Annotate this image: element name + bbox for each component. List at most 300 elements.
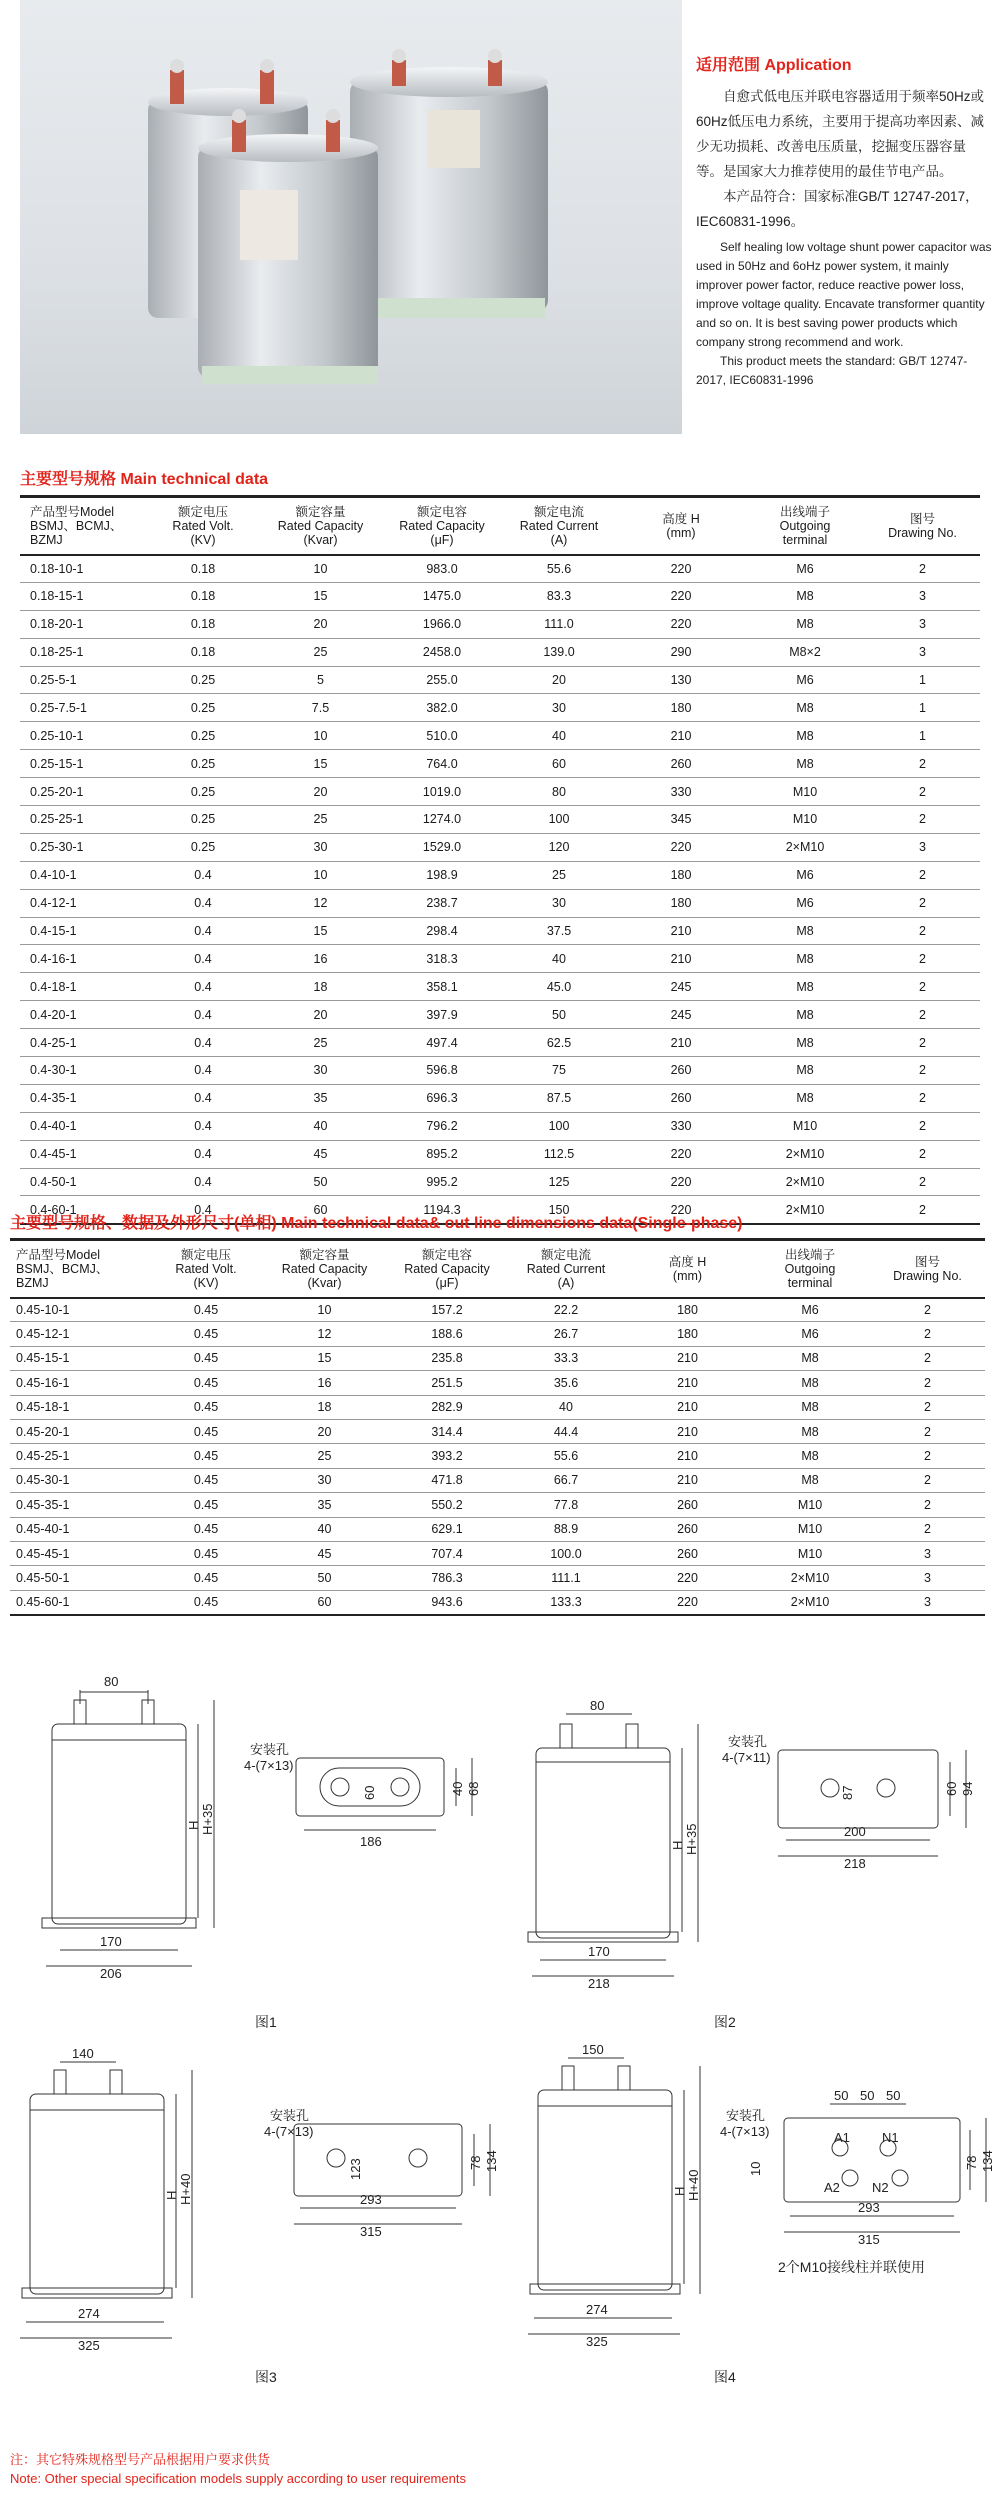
drawing-fig2	[528, 1698, 975, 2030]
column-header	[148, 497, 258, 555]
fig4-hole-label: 安装孔	[726, 2108, 766, 2123]
column-header	[745, 497, 865, 555]
table-row	[20, 973, 980, 1001]
table-cell: 2	[870, 1322, 985, 1346]
table-cell: 497.4	[383, 1029, 501, 1057]
fig4-dim-315: 315	[858, 2232, 880, 2247]
column-header	[501, 497, 617, 555]
table-row	[20, 722, 980, 750]
table-cell: 0.4	[148, 917, 258, 945]
column-header-line: 额定电容	[416, 504, 467, 519]
table-row	[10, 1346, 985, 1370]
column-header-line: 额定容量	[299, 1247, 350, 1262]
product-photo	[20, 0, 682, 434]
table-cell: 471.8	[387, 1468, 507, 1492]
table-cell: 358.1	[383, 973, 501, 1001]
column-header	[625, 1240, 750, 1298]
table-cell: 210	[617, 917, 745, 945]
table-cell: 0.45	[150, 1419, 262, 1443]
column-header	[507, 1240, 625, 1298]
fig1-dim-h35: H+35	[200, 1803, 215, 1835]
table-row	[10, 1444, 985, 1468]
column-header-line: (KV)	[190, 532, 216, 547]
table-cell: 0.45-30-1	[10, 1468, 150, 1492]
column-header-line: terminal	[782, 532, 828, 547]
table-cell: 251.5	[387, 1371, 507, 1395]
table-cell: 66.7	[507, 1468, 625, 1492]
table-cell: 15	[258, 750, 383, 778]
fig2-dim-87: 87	[840, 1785, 855, 1800]
table-cell: 5	[258, 666, 383, 694]
table-cell: 0.4-30-1	[20, 1057, 148, 1085]
column-header-line: Rated Capacity	[399, 518, 485, 533]
table-cell: 40	[507, 1395, 625, 1419]
fig4-terminal-n1: N1	[882, 2130, 899, 2145]
table-cell: 0.25-15-1	[20, 750, 148, 778]
table-cell: 26.7	[507, 1322, 625, 1346]
table-cell: 35.6	[507, 1371, 625, 1395]
table-cell: 0.45-60-1	[16, 1595, 70, 1610]
table-cell: 3	[865, 638, 980, 666]
fig4-terminal-a1: A1	[834, 2130, 850, 2145]
table-cell: 0.45-10-1	[10, 1298, 150, 1322]
fig1-caption: 图1	[255, 2014, 277, 2030]
table-cell: M6	[750, 1298, 870, 1322]
table-cell: 125	[501, 1168, 617, 1196]
table-cell: 0.45	[150, 1395, 262, 1419]
table-cell: 0.4-12-1	[20, 889, 148, 917]
fig2-caption: 图2	[714, 2014, 736, 2030]
application-en-para2: This product meets the standard: GB/T 12747-2017, IEC60831-1996	[696, 354, 968, 387]
column-header-line: 产品型号Model	[16, 1247, 101, 1262]
fig2-dim-170: 170	[588, 1944, 610, 1959]
table-row	[10, 1371, 985, 1395]
column-header-line: 高度 H	[668, 1254, 707, 1269]
column-header	[150, 1240, 262, 1298]
table-cell: 25	[501, 861, 617, 889]
table-cell: 180	[617, 694, 745, 722]
column-header-line: (mm)	[666, 525, 696, 540]
table-cell: 2	[865, 917, 980, 945]
table-cell: 157.2	[387, 1298, 507, 1322]
column-header-line: 额定容量	[295, 504, 346, 519]
fig1-dim-186: 186	[360, 1834, 382, 1849]
fig2-hole-label: 安装孔	[728, 1734, 768, 1749]
table-cell: 0.4-25-1	[20, 1029, 148, 1057]
table-cell: M6	[745, 889, 865, 917]
table-cell: 0.25	[148, 722, 258, 750]
column-header	[20, 497, 148, 555]
table-cell: 210	[625, 1468, 750, 1492]
table-row	[20, 694, 980, 722]
column-header-line: Outgoing	[779, 518, 831, 533]
table-cell: M6	[745, 555, 865, 583]
drawing-fig1	[42, 1674, 481, 2030]
table-cell: 2	[865, 1168, 980, 1196]
table-cell: 1194.3	[423, 1202, 461, 1217]
table-row	[20, 861, 980, 889]
fig2-dim-h: H	[670, 1840, 685, 1850]
fig1-dim-170: 170	[100, 1934, 122, 1949]
table-cell: 0.4-15-1	[20, 917, 148, 945]
column-header-line: 高度 H	[662, 511, 700, 526]
table-cell: M6	[750, 1322, 870, 1346]
fig4-dim-325: 325	[586, 2334, 608, 2349]
fig1-dim-h: H	[186, 1820, 201, 1830]
table-cell: 0.25	[148, 833, 258, 861]
table-cell: 245	[617, 1001, 745, 1029]
column-header-line: Drawing No.	[893, 1268, 962, 1283]
fig4-dim-50a: 50	[834, 2088, 849, 2103]
fig3-dim-315: 315	[360, 2224, 382, 2239]
table-cell: 15	[258, 917, 383, 945]
table-cell: 260	[617, 1057, 745, 1085]
table-cell: 2	[865, 1001, 980, 1029]
table-cell: 75	[501, 1057, 617, 1085]
table-cell: 0.45-40-1	[10, 1517, 150, 1541]
table-cell: 2	[870, 1493, 985, 1517]
application-zh-text	[696, 84, 986, 234]
table-cell: 2	[865, 861, 980, 889]
table-cell: 0.4	[148, 861, 258, 889]
table-cell: 139.0	[501, 638, 617, 666]
table-cell: 796.2	[383, 1112, 501, 1140]
table-cell: 25	[262, 1444, 387, 1468]
table-cell: 35	[258, 1084, 383, 1112]
table-cell: 245	[617, 973, 745, 1001]
table-cell: 210	[617, 945, 745, 973]
fig2-hole-size: 4-(7×11)	[722, 1750, 771, 1765]
table-cell: M10	[750, 1517, 870, 1541]
table-cell: 220	[677, 1595, 698, 1610]
table-cell: 0.45-18-1	[10, 1395, 150, 1419]
table-cell: 20	[258, 1001, 383, 1029]
table-cell: 510.0	[383, 722, 501, 750]
table-cell: M8	[745, 750, 865, 778]
table-cell: M8	[745, 1001, 865, 1029]
table-cell: 0.45-15-1	[10, 1346, 150, 1370]
table-cell: 629.1	[387, 1517, 507, 1541]
fig4-dim-50b: 50	[860, 2088, 875, 2103]
fig1-dim-206: 206	[100, 1966, 122, 1981]
table-cell: 0.4-50-1	[20, 1168, 148, 1196]
table-cell: 10	[258, 555, 383, 583]
table-row	[20, 917, 980, 945]
table-cell: 2	[870, 1419, 985, 1443]
column-header-line: Rated Capacity	[277, 518, 364, 533]
table-cell: M10	[750, 1493, 870, 1517]
fig3-hole-size: 4-(7×13)	[264, 2124, 314, 2139]
table-cell: 550.2	[387, 1493, 507, 1517]
table-cell: 2×M10	[785, 1202, 825, 1217]
column-header-line: 产品型号Model	[30, 504, 115, 519]
table-cell: 88.9	[507, 1517, 625, 1541]
table-cell: 7.5	[258, 694, 383, 722]
table-cell: 180	[625, 1298, 750, 1322]
table-cell: 0.25-25-1	[20, 806, 148, 834]
table-cell: M8	[745, 694, 865, 722]
table-row	[20, 638, 980, 666]
table-cell: 30	[258, 833, 383, 861]
table-cell: 0.4-60-1	[30, 1202, 77, 1217]
outline-drawings	[0, 1650, 1000, 2430]
table-cell: 1019.0	[383, 778, 501, 806]
table-cell: 0.25	[148, 694, 258, 722]
table-cell: 220	[670, 1202, 692, 1217]
table-row	[10, 1590, 985, 1614]
table-cell: 0.25	[148, 666, 258, 694]
column-header-line: (A)	[557, 1275, 575, 1290]
table-cell: 2×M10	[745, 1168, 865, 1196]
application-en-text	[696, 238, 992, 390]
table-row	[20, 778, 980, 806]
table-cell: 3	[870, 1566, 985, 1590]
fig4-dim-274: 274	[586, 2302, 608, 2317]
table-cell: M10	[745, 806, 865, 834]
table-cell: 0.45	[150, 1322, 262, 1346]
table-cell: 0.4-45-1	[20, 1140, 148, 1168]
table-cell: 112.5	[501, 1140, 617, 1168]
table-cell: 2	[865, 889, 980, 917]
fig4-dim-134: 134	[980, 2150, 995, 2172]
table-cell: 0.45	[150, 1566, 262, 1590]
table-cell: 2×M10	[745, 833, 865, 861]
table-cell: 120	[501, 833, 617, 861]
table-cell: 62.5	[501, 1029, 617, 1057]
table-cell: 30	[501, 889, 617, 917]
table-cell: 12	[262, 1322, 387, 1346]
table-row	[20, 889, 980, 917]
fig4-dim-top: 150	[582, 2042, 604, 2057]
table-cell: 983.0	[383, 555, 501, 583]
table-cell: 45	[258, 1140, 383, 1168]
table-cell: 0.45-12-1	[10, 1322, 150, 1346]
table-cell: 0.18-20-1	[20, 610, 148, 638]
table-cell: 0.4	[148, 889, 258, 917]
table-cell: 220	[617, 582, 745, 610]
table-cell: 0.4-16-1	[20, 945, 148, 973]
column-header-line: (A)	[550, 532, 568, 547]
table-cell: 20	[262, 1419, 387, 1443]
fig2-dim-h35: H+35	[684, 1823, 699, 1855]
table-cell: 2	[870, 1346, 985, 1370]
column-header-line: 额定电流	[540, 1247, 591, 1262]
table-cell: 1	[865, 666, 980, 694]
table-header-row	[20, 497, 980, 555]
column-header	[870, 1240, 985, 1298]
footnote	[10, 2450, 466, 2488]
table-header-row	[10, 1240, 985, 1298]
single-phase-data-table	[10, 1238, 985, 1616]
table-cell: 40	[262, 1517, 387, 1541]
table-cell: 10	[258, 861, 383, 889]
table-cell: 198.9	[383, 861, 501, 889]
table-cell: 0.18-15-1	[20, 582, 148, 610]
fig3-dim-325: 325	[78, 2338, 100, 2353]
table-cell: 0.18	[148, 638, 258, 666]
table-cell: 3	[870, 1541, 985, 1565]
table-cell: 33.3	[507, 1346, 625, 1370]
column-header	[10, 1240, 150, 1298]
table-cell: 220	[617, 1168, 745, 1196]
table-cell: 2	[870, 1468, 985, 1492]
table-cell: 0.18	[148, 610, 258, 638]
table-cell: 345	[617, 806, 745, 834]
table-cell: 150	[548, 1202, 570, 1217]
table-cell: 2	[865, 778, 980, 806]
table-cell: 0.25-10-1	[20, 722, 148, 750]
fig4-dim-293: 293	[858, 2200, 880, 2215]
fig3-dim-293: 293	[360, 2192, 382, 2207]
column-header	[383, 497, 501, 555]
table-cell: 18	[258, 973, 383, 1001]
table-cell: 100.0	[507, 1541, 625, 1565]
table-row	[10, 1395, 985, 1419]
table-cell: 20	[258, 610, 383, 638]
table-cell: 100	[501, 806, 617, 834]
table-cell: M8	[745, 722, 865, 750]
table-cell: 210	[617, 1029, 745, 1057]
table-cell: M8	[745, 917, 865, 945]
table-cell: 0.4	[148, 1001, 258, 1029]
table-row	[10, 1517, 985, 1541]
table-cell: 0.4-18-1	[20, 973, 148, 1001]
table-row	[20, 610, 980, 638]
table-cell: 0.45-45-1	[10, 1541, 150, 1565]
column-header-line: 额定电压	[177, 504, 228, 519]
application-zh-para1: 自愈式低电压并联电容器适用于频率50Hz或60Hz低压电力系统，主要用于提高功率因素、减少无功损耗、改善电压质量，挖掘变压器容量等。是国家大力推荐使用的最佳节电产品。	[696, 89, 985, 179]
table-cell: 2	[865, 1112, 980, 1140]
table-cell: 707.4	[387, 1541, 507, 1565]
fig1-dim-60: 60	[362, 1785, 377, 1800]
column-header-line: 额定电容	[421, 1247, 472, 1262]
table-row	[20, 555, 980, 583]
table-row	[10, 1322, 985, 1346]
column-header-line: Drawing No.	[888, 525, 957, 540]
table-cell: 0.4-20-1	[20, 1001, 148, 1029]
table-cell: 220	[617, 1140, 745, 1168]
fig1-hole-label: 安装孔	[250, 1742, 290, 1757]
table-cell: M8	[750, 1419, 870, 1443]
table-cell: 0.4	[194, 1202, 212, 1217]
column-header-line: Rated Volt.	[172, 518, 234, 533]
table-cell: 0.45-25-1	[10, 1444, 150, 1468]
column-header	[865, 497, 980, 555]
fig3-dim-274: 274	[78, 2306, 100, 2321]
table-cell: 60	[313, 1202, 328, 1217]
footnote-zh: 注：其它特殊规格型号产品根据用户要求供货	[10, 2452, 271, 2467]
column-header	[262, 1240, 387, 1298]
fig4-dim-78: 78	[964, 2155, 979, 2170]
table-cell: 77.8	[507, 1493, 625, 1517]
table-cell: 20	[258, 778, 383, 806]
table-cell: 2	[865, 1029, 980, 1057]
table-cell: 0.45	[150, 1541, 262, 1565]
table-cell: 282.9	[387, 1395, 507, 1419]
table-cell: M8	[745, 610, 865, 638]
table-cell: 45	[262, 1541, 387, 1565]
table-cell: 2	[865, 1084, 980, 1112]
table-cell: 10	[262, 1298, 387, 1322]
table-cell: 0.45-50-1	[10, 1566, 150, 1590]
table-cell: 220	[625, 1566, 750, 1590]
table-cell: 0.45	[150, 1493, 262, 1517]
table1-title: 主要型号规格 Main technical data	[20, 471, 269, 488]
table-cell: 0.45-35-1	[10, 1493, 150, 1517]
table-cell: 0.45	[150, 1371, 262, 1395]
table-cell: 393.2	[387, 1444, 507, 1468]
fig3-dim-h: H	[164, 2190, 179, 2200]
table-cell: 0.25-5-1	[20, 666, 148, 694]
table-cell: 943.6	[431, 1595, 463, 1610]
table-cell: 2458.0	[383, 638, 501, 666]
fig4-terminal-a2: A2	[824, 2180, 840, 2195]
table-cell: 20	[501, 666, 617, 694]
table-cell: 786.3	[387, 1566, 507, 1590]
fig1-hole-size: 4-(7×13)	[244, 1758, 294, 1773]
table-cell: 764.0	[383, 750, 501, 778]
table-cell: 80	[501, 778, 617, 806]
fig3-dim-h40: H+40	[178, 2173, 193, 2205]
table-cell: 40	[501, 945, 617, 973]
drawing-fig4	[528, 2042, 995, 2385]
table-cell: M8	[745, 1084, 865, 1112]
fig4-dim-h: H	[672, 2186, 687, 2196]
table-cell: 130	[617, 666, 745, 694]
table-cell: 2	[865, 806, 980, 834]
fig4-note: 2个M10接线柱并联使用	[778, 2259, 926, 2275]
table-cell: 0.25	[148, 778, 258, 806]
table-cell: 3	[865, 610, 980, 638]
table-cell: 0.25-20-1	[20, 778, 148, 806]
table-row	[10, 1566, 985, 1590]
table-cell: 87.5	[501, 1084, 617, 1112]
footnote-en: Note: Other special specification models supply according to user requirements	[10, 2471, 466, 2486]
table-cell: M8	[750, 1346, 870, 1370]
column-header-line: BZMJ	[16, 1275, 49, 1290]
table-cell: M6	[745, 861, 865, 889]
column-header	[617, 497, 745, 555]
table-cell: 16	[258, 945, 383, 973]
table-cell: M8	[745, 1057, 865, 1085]
table-cell: 210	[625, 1371, 750, 1395]
table-cell: 100	[501, 1112, 617, 1140]
fig4-terminal-n2: N2	[872, 2180, 889, 2195]
drawing-fig3	[20, 2046, 499, 2385]
column-header-line: terminal	[787, 1275, 833, 1290]
table-cell: 260	[625, 1493, 750, 1517]
fig3-dim-123: 123	[348, 2158, 363, 2180]
table-cell: 1966.0	[383, 610, 501, 638]
column-header-line: (μF)	[435, 1275, 459, 1290]
table-cell: 2×M10	[790, 1595, 830, 1610]
table-cell: 60	[317, 1595, 332, 1610]
table-row	[10, 1493, 985, 1517]
table-cell: 55.6	[501, 555, 617, 583]
fig4-caption: 图4	[714, 2369, 736, 2385]
table-cell: 2	[865, 1057, 980, 1085]
table-cell: 0.45	[150, 1468, 262, 1492]
table-cell: 0.4-10-1	[20, 861, 148, 889]
fig4-dim-10: 10	[748, 2161, 763, 2176]
table-cell: 210	[625, 1444, 750, 1468]
fig2-dim-200: 200	[844, 1824, 866, 1839]
table-cell: 50	[258, 1168, 383, 1196]
table-cell: 188.6	[387, 1322, 507, 1346]
capacitor-illustration	[20, 0, 682, 434]
table-cell: 0.45	[150, 1346, 262, 1370]
table-cell: 0.4	[148, 1168, 258, 1196]
